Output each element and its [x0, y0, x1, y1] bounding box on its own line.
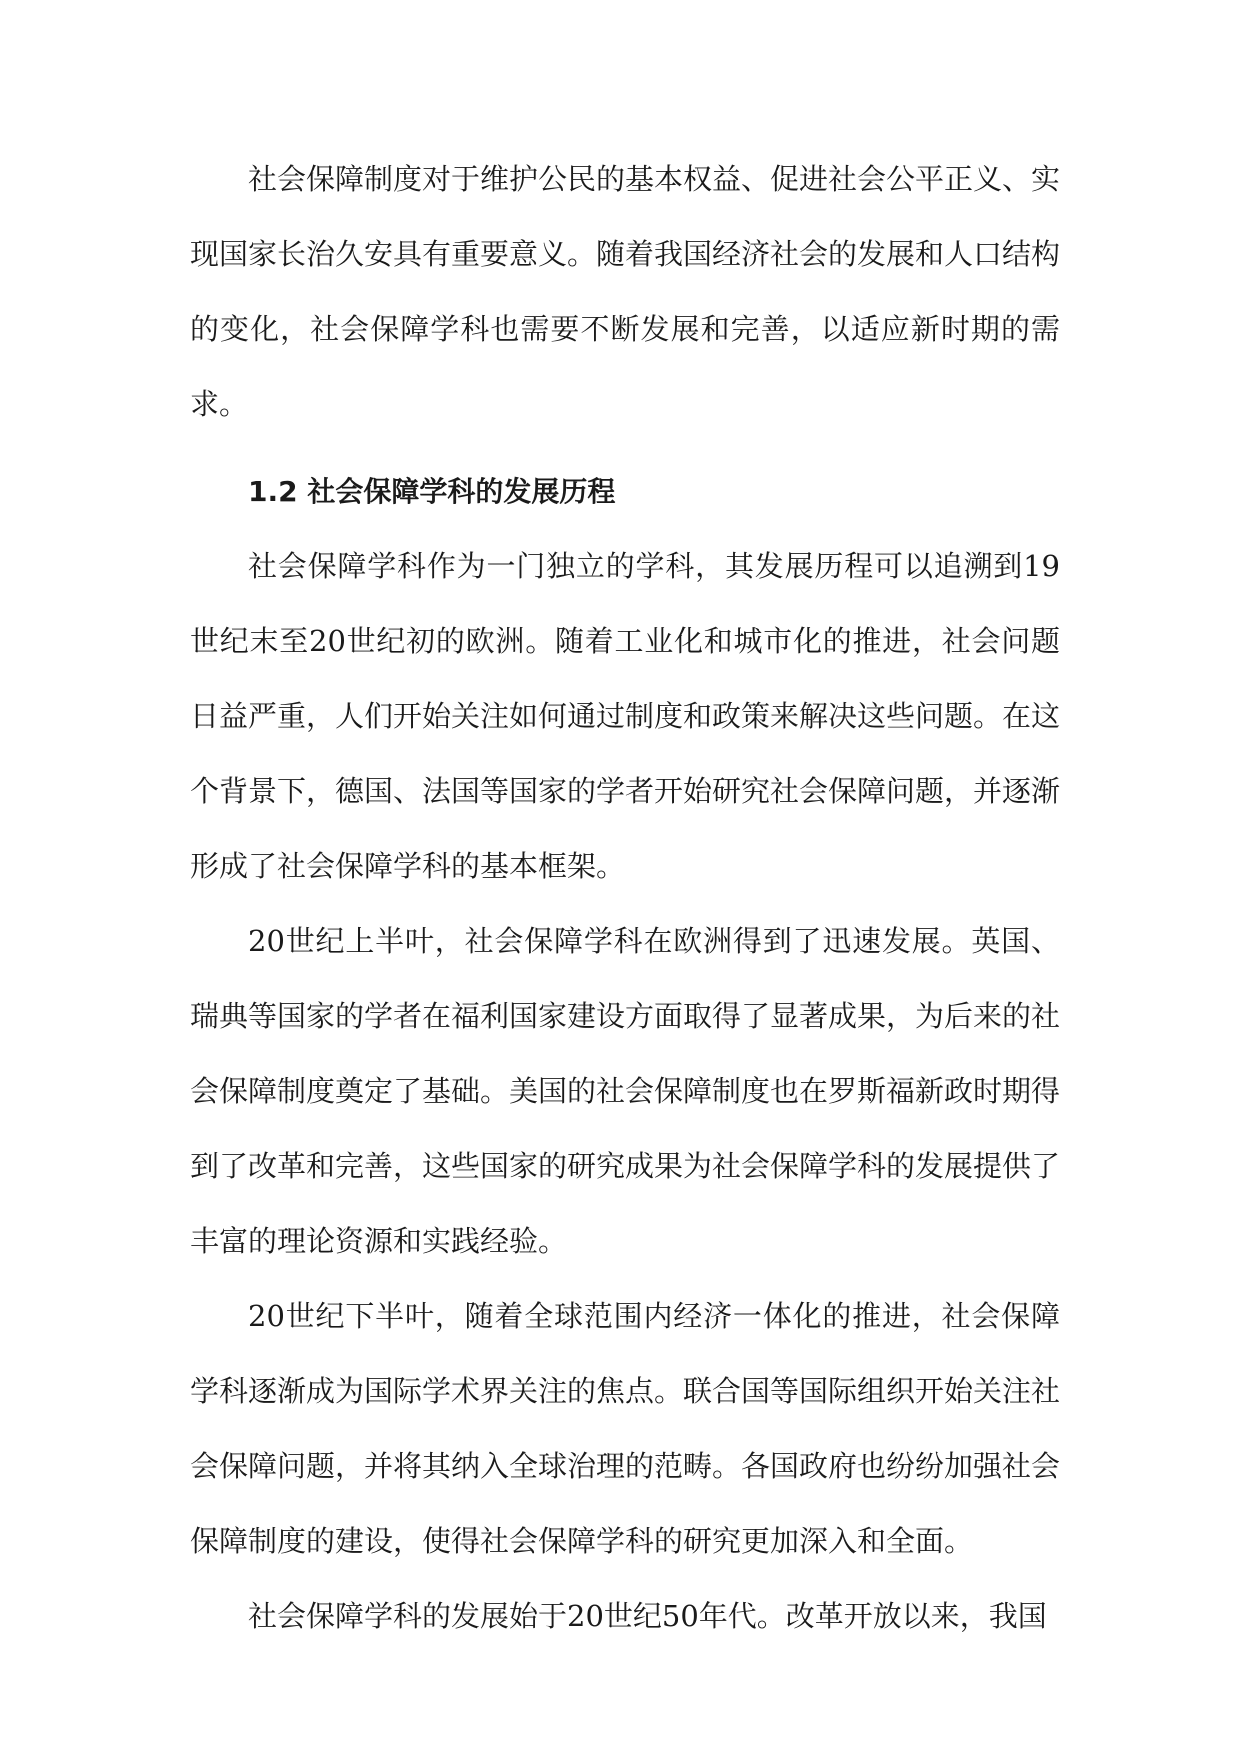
section-heading: 1.2 社会保障学科的发展历程 — [248, 475, 616, 508]
body-paragraph: 社会保障学科的发展始于20世纪50年代。改革开放以来，我国 — [248, 1599, 1047, 1633]
document-body — [190, 142, 1060, 1654]
body-paragraph: 20世纪上半叶，社会保障学科在欧洲得到了迅速发展。英国、瑞典等国家的学者在福利国家建设方面取得了显著成果，为后来的社会保障制度奠定了基础。美国的社会保障制度也在罗斯福新政时期得到了改革和完善，这些国家的研究成果为社会保障学科的发展提供了丰富的理论资源和实践经验。 — [190, 924, 1061, 1258]
body-paragraph: 社会保障学科作为一门独立的学科，其发展历程可以追溯到19世纪末至20世纪初的欧洲。随着工业化和城市化的推进，社会问题日益严重，人们开始关注如何通过制度和政策来解决这些问题。在这个背景下，德国、法国等国家的学者开始研究社会保障问题，并逐渐形成了社会保障学科的基本框架。 — [190, 549, 1061, 883]
body-paragraph: 20世纪下半叶，随着全球范围内经济一体化的推进，社会保障学科逐渐成为国际学术界关注的焦点。联合国等国际组织开始关注社会保障问题，并将其纳入全球治理的范畴。各国政府也纷纷加强社会保障制度的建设，使得社会保障学科的研究更加深入和全面。 — [190, 1299, 1061, 1558]
intro-paragraph: 社会保障制度对于维护公民的基本权益、促进社会公平正义、实现国家长治久安具有重要意义。随着我国经济社会的发展和人口结构的变化，社会保障学科也需要不断发展和完善，以适应新时期的需求。 — [190, 162, 1061, 421]
